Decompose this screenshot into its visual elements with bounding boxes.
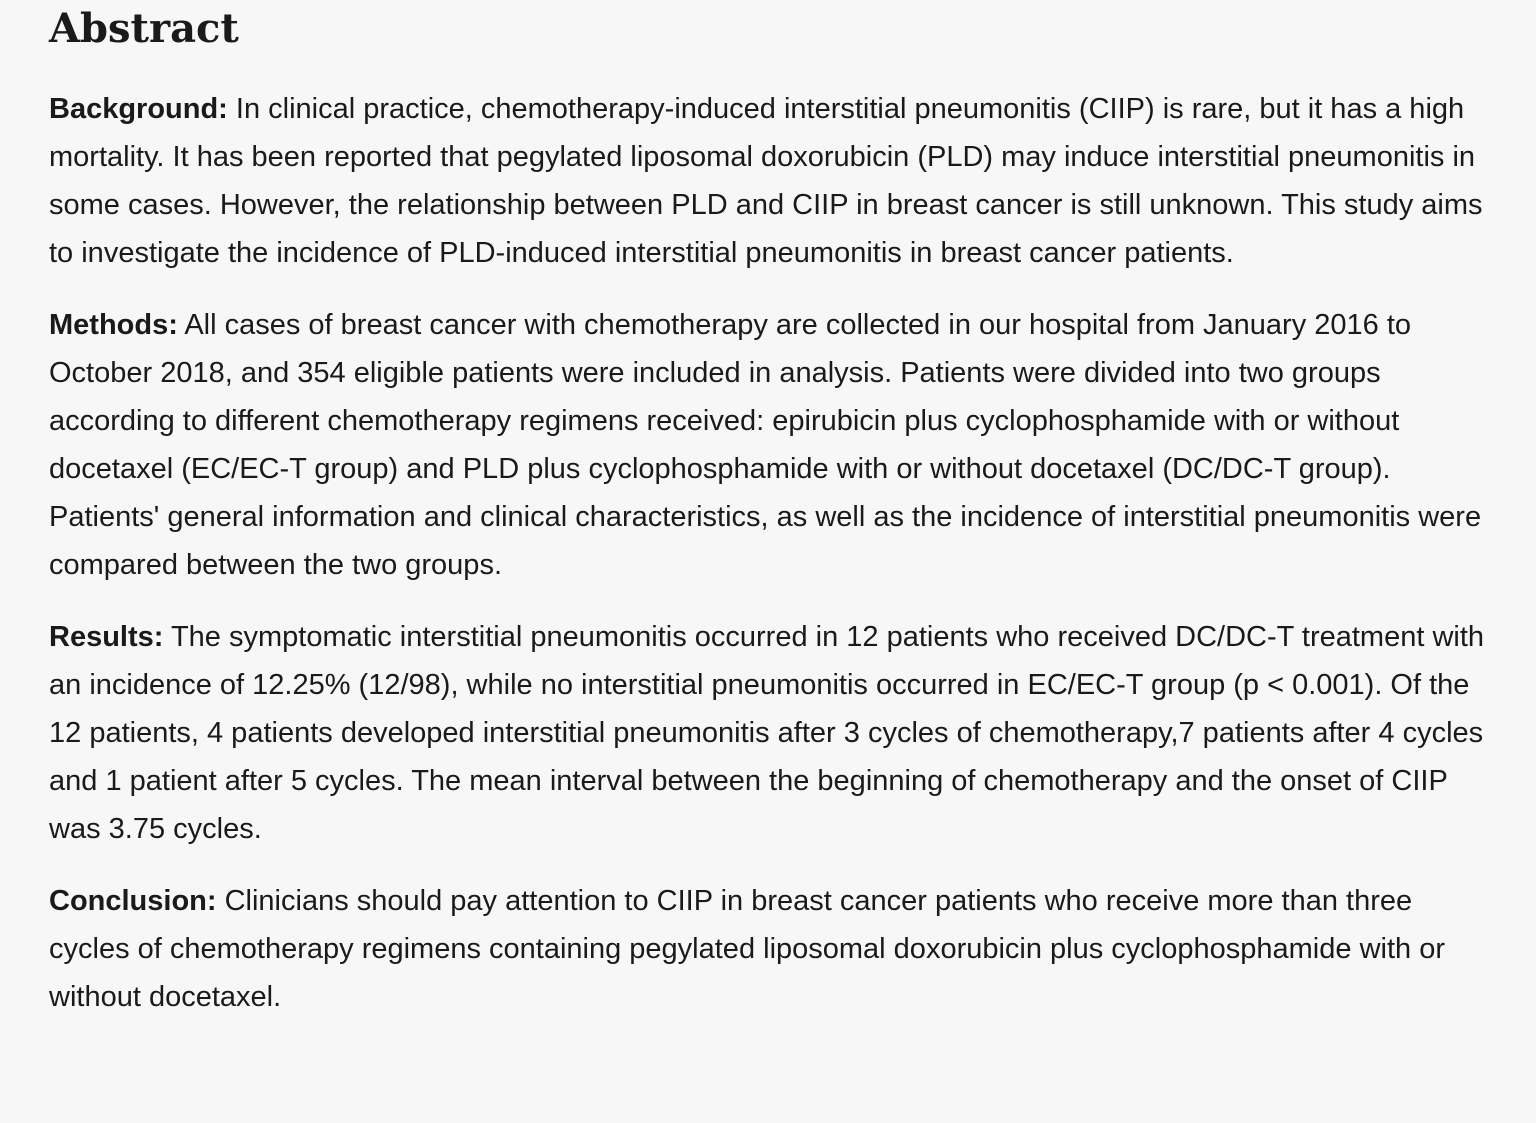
conclusion-paragraph [49,877,1497,1021]
background-label: Background: [49,93,228,125]
methods-text: All cases of breast cancer with chemotherapy are collected in our hospital from January 2016 to October 2018, and 354 eligible patients were included in analysis. Patients were divided into two groups according to different chemotherapy regimens received: epirubicin plus cyclophosphamide with or without docetaxel (EC/EC-T group) and PLD plus cyclophosphamide with or without docetaxel (DC/DC-T group). Patients' general information and clinical characteristics, as well as the incidence of interstitial pneumonitis were compared between the two groups. [49,309,1482,581]
results-label: Results: [49,621,164,653]
results-paragraph [49,613,1497,853]
conclusion-label: Conclusion: [49,885,217,917]
background-paragraph [49,85,1497,277]
methods-paragraph [49,301,1497,589]
results-text: The symptomatic interstitial pneumonitis occurred in 12 patients who received DC/DC-T treatment with an incidence of 12.25% (12/98), while no interstitial pneumonitis occurred in EC/EC-T group (p < 0.001). Of the 12 patients, 4 patients developed interstitial pneumonitis after 3 cycles of chemotherapy,7 patients after 4 cycles and 1 patient after 5 cycles. The mean interval between the beginning of chemotherapy and the onset of CIIP was 3.75 cycles. [49,621,1485,845]
abstract-section [49,0,1497,1021]
background-text: In clinical practice, chemotherapy-induced interstitial pneumonitis (CIIP) is rare, but it has a high mortality. It has been reported that pegylated liposomal doxorubicin (PLD) may induce interstitial pneumonitis in some cases. However, the relationship between PLD and CIIP in breast cancer is still unknown. This study aims to investigate the incidence of PLD-induced interstitial pneumonitis in breast cancer patients. [49,93,1483,269]
methods-label: Methods: [49,309,178,341]
conclusion-text: Clinicians should pay attention to CIIP in breast cancer patients who receive more than three cycles of chemotherapy regimens containing pegylated liposomal doxorubicin plus cyclophosphamide with or without docetaxel. [49,885,1445,1013]
abstract-heading: Abstract [49,5,239,52]
